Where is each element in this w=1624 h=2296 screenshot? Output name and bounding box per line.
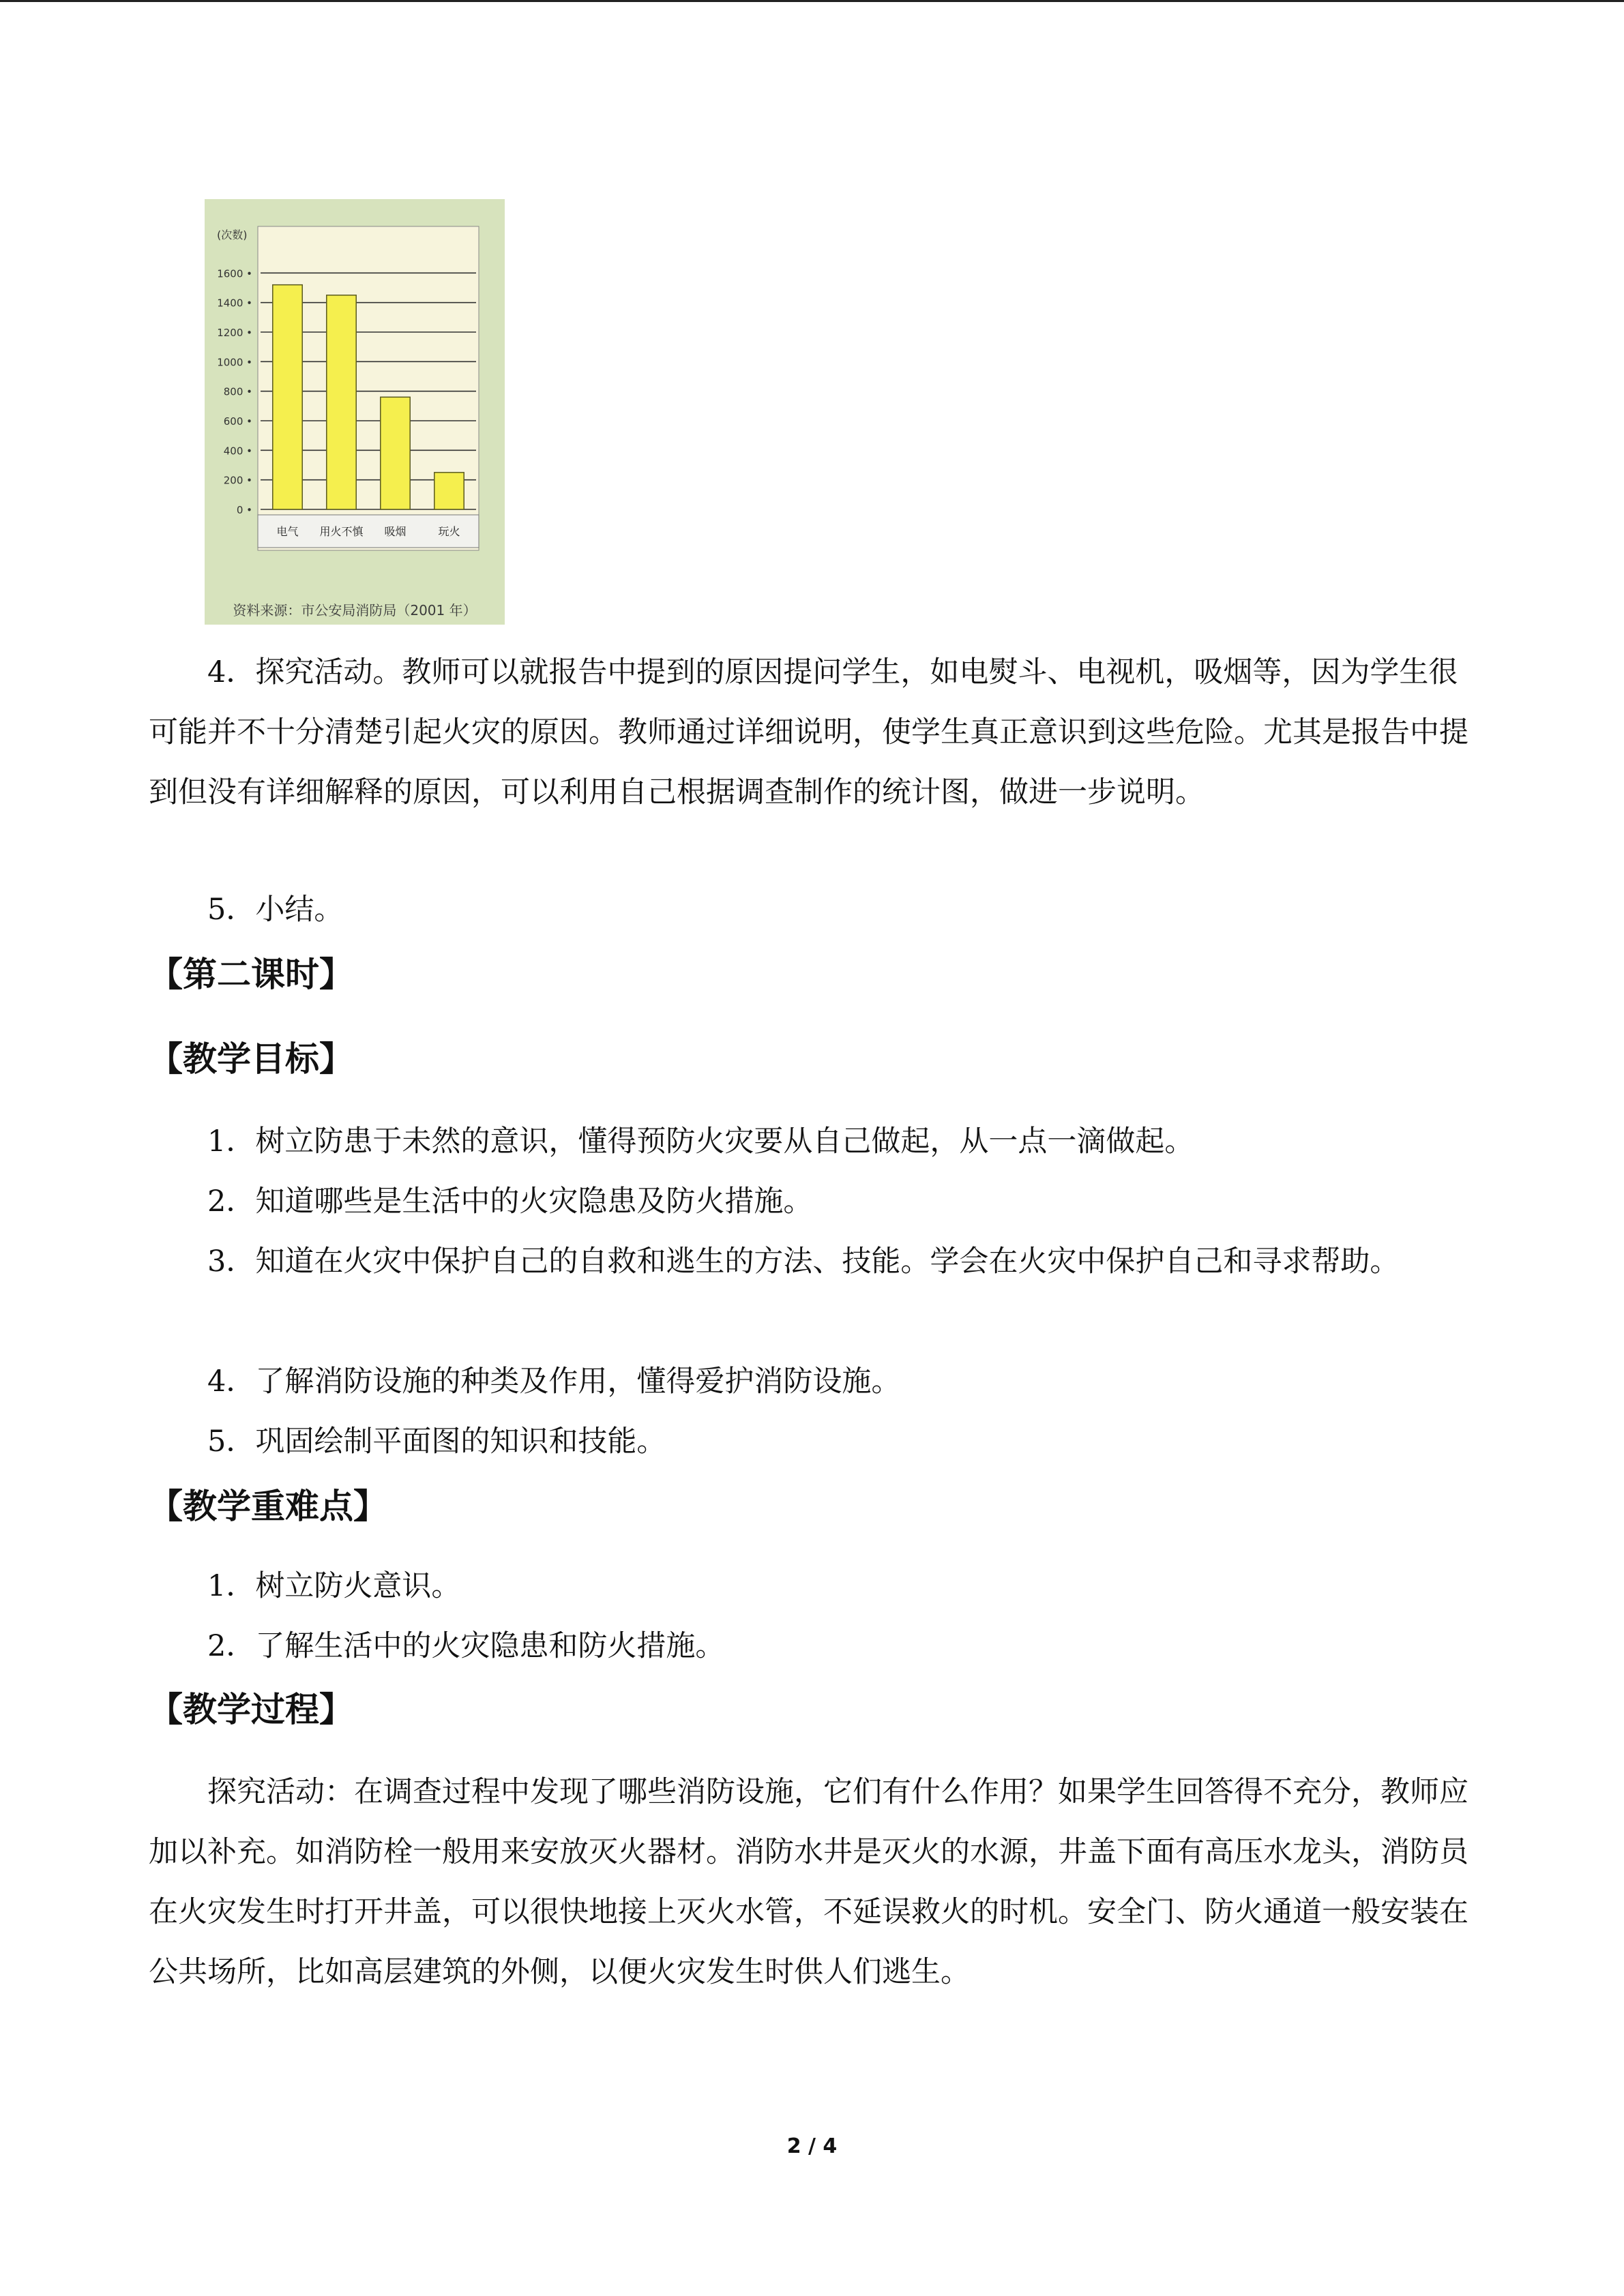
paragraph-activity-4: 4．探究活动。教师可以就报告中提到的原因提问学生，如电熨斗、电视机，吸烟等，因为学生很可能并不十分清楚引起火灾的原因。教师通过详细说明，使学生真正意识到这些危险。尤其是报告中提到但没有详细解释的原因，可以利用自己根据调查制作的统计图，做进一步说明。	[149, 655, 1468, 809]
chart-y-tick-label: 200 •	[223, 474, 252, 487]
chart-y-tick-label: 800 •	[223, 385, 252, 398]
chart-svg	[205, 199, 505, 595]
chart-y-axis-label: (次数)	[217, 228, 248, 241]
chart-bar	[273, 285, 302, 509]
chart-category-label: 电气	[276, 525, 299, 538]
chart-bar	[327, 295, 356, 509]
paragraph-process: 探究活动：在调查过程中发现了哪些消防设施，它们有什么作用？如果学生回答得不充分，教师应加以补充。如消防栓一般用来安放灭火器材。消防水井是灭火的水源，井盖下面有高压水龙头，消防员在火灾发生时打开井盖，可以很快地接上灭火水管，不延误救火的时机。安全门、防火通道一般安装在公共场所，比如高层建筑的外侧，以便火灾发生时供人们逃生。	[149, 1775, 1468, 1989]
goal-item-4: 4．了解消防设施的种类及作用，懂得爱护消防设施。	[207, 1365, 901, 1399]
chart-category-label: 用火不慎	[319, 525, 364, 538]
heading-teaching-goals: 【教学目标】	[149, 1039, 353, 1079]
chart-category-label: 吸烟	[384, 525, 407, 538]
chart-source-caption: 资料来源：市公安局消防局（2001 年）	[233, 602, 477, 618]
goal-item-3: 3．知道在火灾中保护自己的自救和逃生的方法、技能。学会在火灾中保护自己和寻求帮助。	[207, 1244, 1400, 1279]
chart-bar	[434, 473, 464, 509]
heading-key-points: 【教学重难点】	[149, 1487, 387, 1526]
chart-y-tick-label: 0 •	[236, 504, 252, 516]
keypoint-item-2: 2．了解生活中的火灾隐患和防火措施。	[207, 1629, 725, 1663]
chart-category-label: 玩火	[438, 525, 460, 538]
chart-y-tick-label: 600 •	[223, 415, 252, 428]
heading-second-lesson: 【第二课时】	[149, 955, 353, 994]
fire-cause-bar-chart	[205, 199, 505, 625]
chart-y-tick-label: 400 •	[223, 445, 252, 458]
chart-bar	[381, 397, 410, 509]
goal-item-2: 2．知道哪些是生活中的火灾隐患及防火措施。	[207, 1184, 813, 1219]
keypoint-item-1: 1．树立防火意识。	[207, 1569, 461, 1603]
top-border	[0, 0, 1624, 2]
paragraph-summary-5: 5．小结。	[207, 893, 344, 927]
chart-y-tick-label: 1600 •	[217, 267, 252, 280]
chart-y-tick-label: 1200 •	[217, 327, 252, 339]
heading-teaching-process: 【教学过程】	[149, 1690, 353, 1729]
page-number: 2 / 4	[786, 2134, 838, 2158]
goal-item-5: 5．巩固绘制平面图的知识和技能。	[207, 1425, 666, 1459]
goal-item-1: 1．树立防患于未然的意识，懂得预防火灾要从自己做起，从一点一滴做起。	[207, 1124, 1194, 1159]
chart-y-tick-label: 1400 •	[217, 297, 252, 310]
chart-y-tick-label: 1000 •	[217, 356, 252, 369]
